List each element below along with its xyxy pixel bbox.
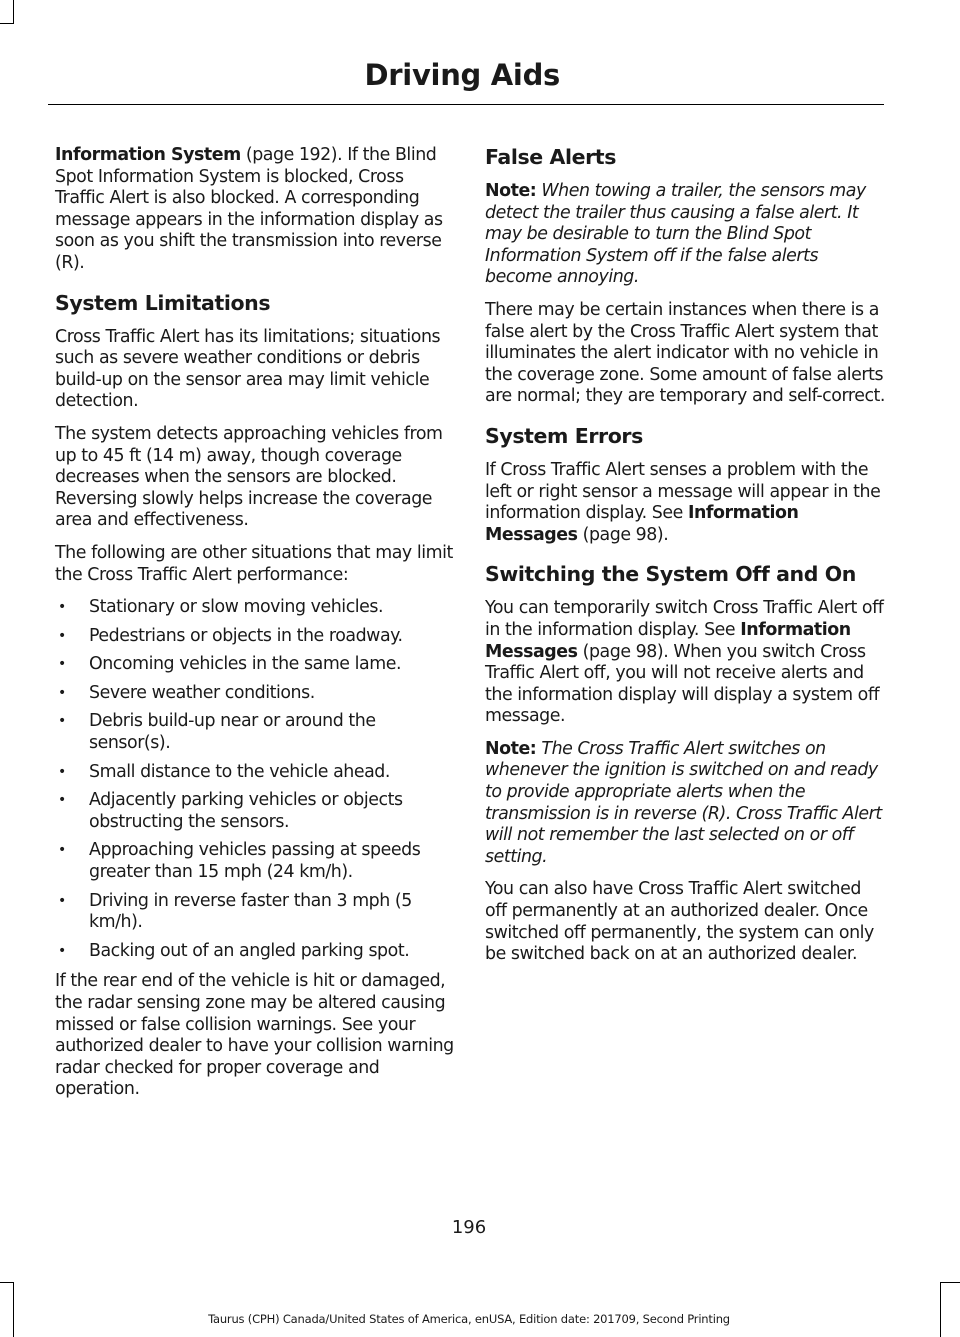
switching-heading: Switching the System Off and On <box>485 562 856 587</box>
system-errors-paragraph: If Cross Traffic Alert senses a problem with the left or right sensor a message will appear in the information display. See Information Messages (page 98). <box>485 459 881 545</box>
left-column <box>55 145 455 1112</box>
page-number: 196 <box>451 1217 487 1238</box>
footer-edition: Taurus (CPH) Canada/United States of America, enUSA, Edition date: 201709, Second Printing <box>208 1312 730 1326</box>
list-item: • Debris build-up near or around the sensor(s). <box>55 711 455 754</box>
crop-mark <box>13 1282 14 1337</box>
list-item: • Approaching vehicles passing at speeds greater than 15 mph (24 km/h). <box>55 840 455 883</box>
right-column <box>485 145 885 977</box>
page-title: Driving Aids <box>364 58 560 92</box>
info-messages-reference[interactable]: Information Messages <box>485 503 799 545</box>
limitations-paragraph-1: Cross Traffic Alert has its limitations; situations such as severe weather conditions or debris build-up on the sensor area may limit vehicle detection. <box>55 326 441 412</box>
crop-mark <box>940 1282 960 1283</box>
note-ignition: Note: The Cross Traffic Alert switches on whenever the ignition is switched on and ready to provide appropriate alerts when the transmission is in reverse (R). Cross Traffic Alert will not remember the last selected on or off setting. <box>485 738 882 867</box>
crop-mark <box>0 1282 14 1283</box>
limitations-paragraph-2: The system detects approaching vehicles from up to 45 ft (14 m) away, though coverage decreases when the sensors are blocked. Reversing slowly helps increase the coverage area and effectiveness. <box>55 423 443 531</box>
false-alerts-paragraph: There may be certain instances when there is a false alert by the Cross Traffic Alert system that illuminates the alert indicator with no vehicle in the coverage zone. Some amount of false alerts are normal; they are temporary and self-correct. <box>485 299 886 407</box>
list-item: • Severe weather conditions. <box>55 683 455 705</box>
crop-mark <box>940 1282 941 1337</box>
switching-paragraph: You can temporarily switch Cross Traffic Alert off in the information display. See Information Messages (page 98). When you switch Cross Traffic Alert off, you will not receive alerts and the information display will display a system off message. <box>485 598 884 727</box>
note-towing: Note: When towing a trailer, the sensors may detect the trailer thus causing a false alert. It may be desirable to turn the Blind Spot Information System off if the false alerts become annoying. <box>485 181 866 288</box>
intro-reference[interactable]: Information System <box>55 145 241 165</box>
crop-mark <box>13 0 14 24</box>
limitations-list <box>55 597 455 962</box>
list-item: • Pedestrians or objects in the roadway. <box>55 626 455 648</box>
intro-paragraph: Information System (page 192). If the Blind Spot Information System is blocked, Cross Traffic Alert is also blocked. A corresponding message appears in the information display as soon as you shift the transmission into reverse (R). <box>55 145 443 273</box>
header-divider <box>48 104 884 105</box>
crop-mark <box>0 23 14 24</box>
list-item: • Backing out of an angled parking spot. <box>55 941 455 963</box>
system-errors-heading: System Errors <box>485 423 643 448</box>
limitations-paragraph-3: The following are other situations that may limit the Cross Traffic Alert performance: <box>55 542 453 585</box>
closing-paragraph: If the rear end of the vehicle is hit or damaged, the radar sensing zone may be altered causing missed or false collision warnings. See your authorized dealer to have your collision warning radar checked for proper coverage and operation. <box>55 971 454 1100</box>
list-item: • Small distance to the vehicle ahead. <box>55 762 455 784</box>
list-item: • Adjacently parking vehicles or objects obstructing the sensors. <box>55 790 455 833</box>
limitations-heading: System Limitations <box>55 290 271 315</box>
info-messages-reference[interactable]: Information Messages <box>485 619 851 662</box>
list-item: • Stationary or slow moving vehicles. <box>55 597 455 619</box>
false-alerts-heading: False Alerts <box>485 145 617 169</box>
list-item: • Oncoming vehicles in the same lame. <box>55 654 455 676</box>
list-item: • Driving in reverse faster than 3 mph (5 km/h). <box>55 891 455 934</box>
dealer-paragraph: You can also have Cross Traffic Alert switched off permanently at an authorized dealer. Once switched off permanently, the system can only be switched back on at an authorized dealer. <box>485 879 874 965</box>
